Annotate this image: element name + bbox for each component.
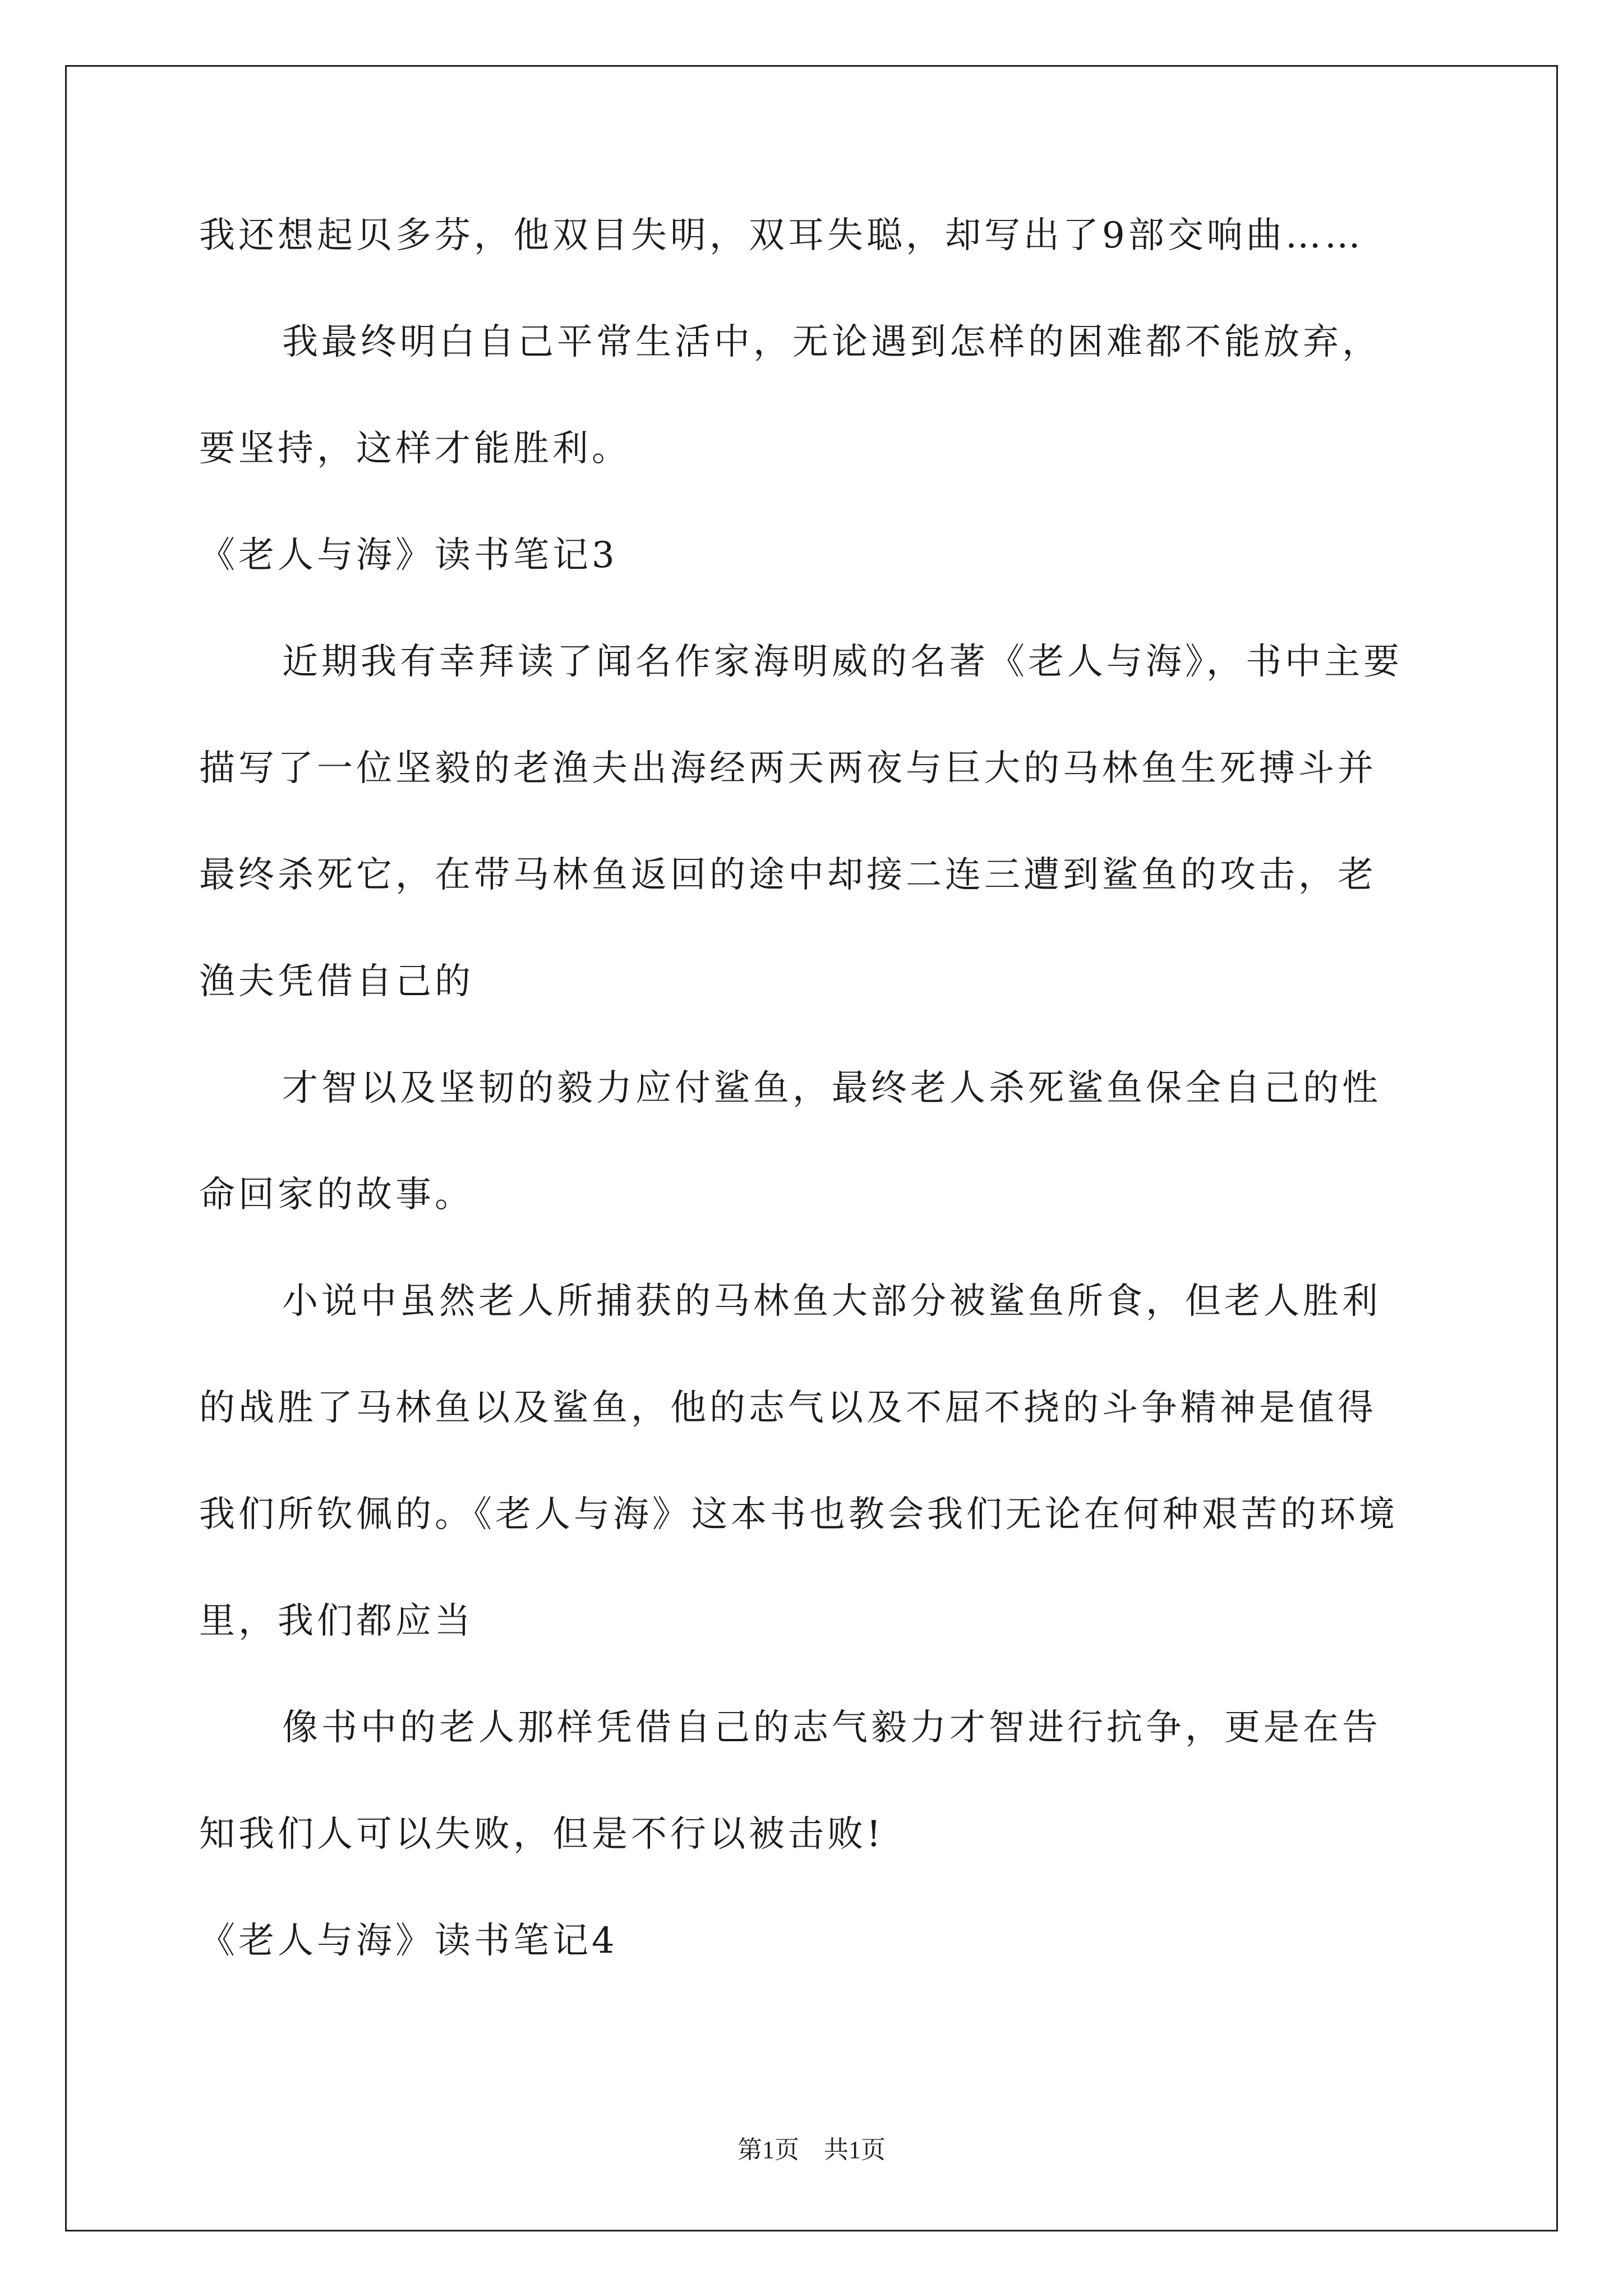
- section-heading: 《老人与海》读书笔记4: [199, 1920, 618, 1962]
- page-total: 共1页: [824, 2136, 886, 2164]
- paragraph-line: 我还想起贝多芬，他双目失明，双耳失聪，却写出了9部交响曲……: [199, 215, 1364, 256]
- paragraph-line: 知我们人可以失败，但是不行以被击败!: [199, 1814, 884, 1855]
- paragraph-line: 命回家的故事。: [199, 1174, 474, 1216]
- paragraph-line: 的战胜了马林鱼以及鲨鱼，他的志气以及不屈不挠的斗争精神是值得: [199, 1387, 1377, 1429]
- section-heading: 《老人与海》读书笔记3: [199, 535, 618, 576]
- page-number: 第1页: [737, 2136, 799, 2164]
- page-footer: [0, 2134, 1623, 2166]
- paragraph-line: 我最终明白自己平常生活中，无论遇到怎样的困难都不能放弃，: [282, 321, 1381, 363]
- paragraph-line: 要坚持，这样才能胜利。: [199, 428, 631, 470]
- paragraph-line: 小说中虽然老人所捕获的马林鱼大部分被鲨鱼所食，但老人胜利: [282, 1281, 1381, 1322]
- paragraph-line: 才智以及坚韧的毅力应付鲨鱼，最终老人杀死鲨鱼保全自己的性: [282, 1068, 1381, 1109]
- paragraph-line: 最终杀死它，在带马林鱼返回的途中却接二连三遭到鲨鱼的攻击，老: [199, 854, 1377, 896]
- paragraph-line: 近期我有幸拜读了闻名作家海明威的名著《老人与海》，书中主要: [282, 641, 1403, 683]
- paragraph-line: 我们所钦佩的。《老人与海》这本书也教会我们无论在何种艰苦的环境: [199, 1494, 1398, 1535]
- paragraph-line: 里，我们都应当: [199, 1600, 474, 1642]
- paragraph-line: 像书中的老人那样凭借自己的志气毅力才智进行抗争，更是在告: [282, 1707, 1381, 1749]
- paragraph-line: 描写了一位坚毅的老渔夫出海经两天两夜与巨大的马林鱼生死搏斗并: [199, 748, 1377, 789]
- paragraph-line: 渔夫凭借自己的: [199, 961, 474, 1002]
- page-border: [65, 65, 1558, 2231]
